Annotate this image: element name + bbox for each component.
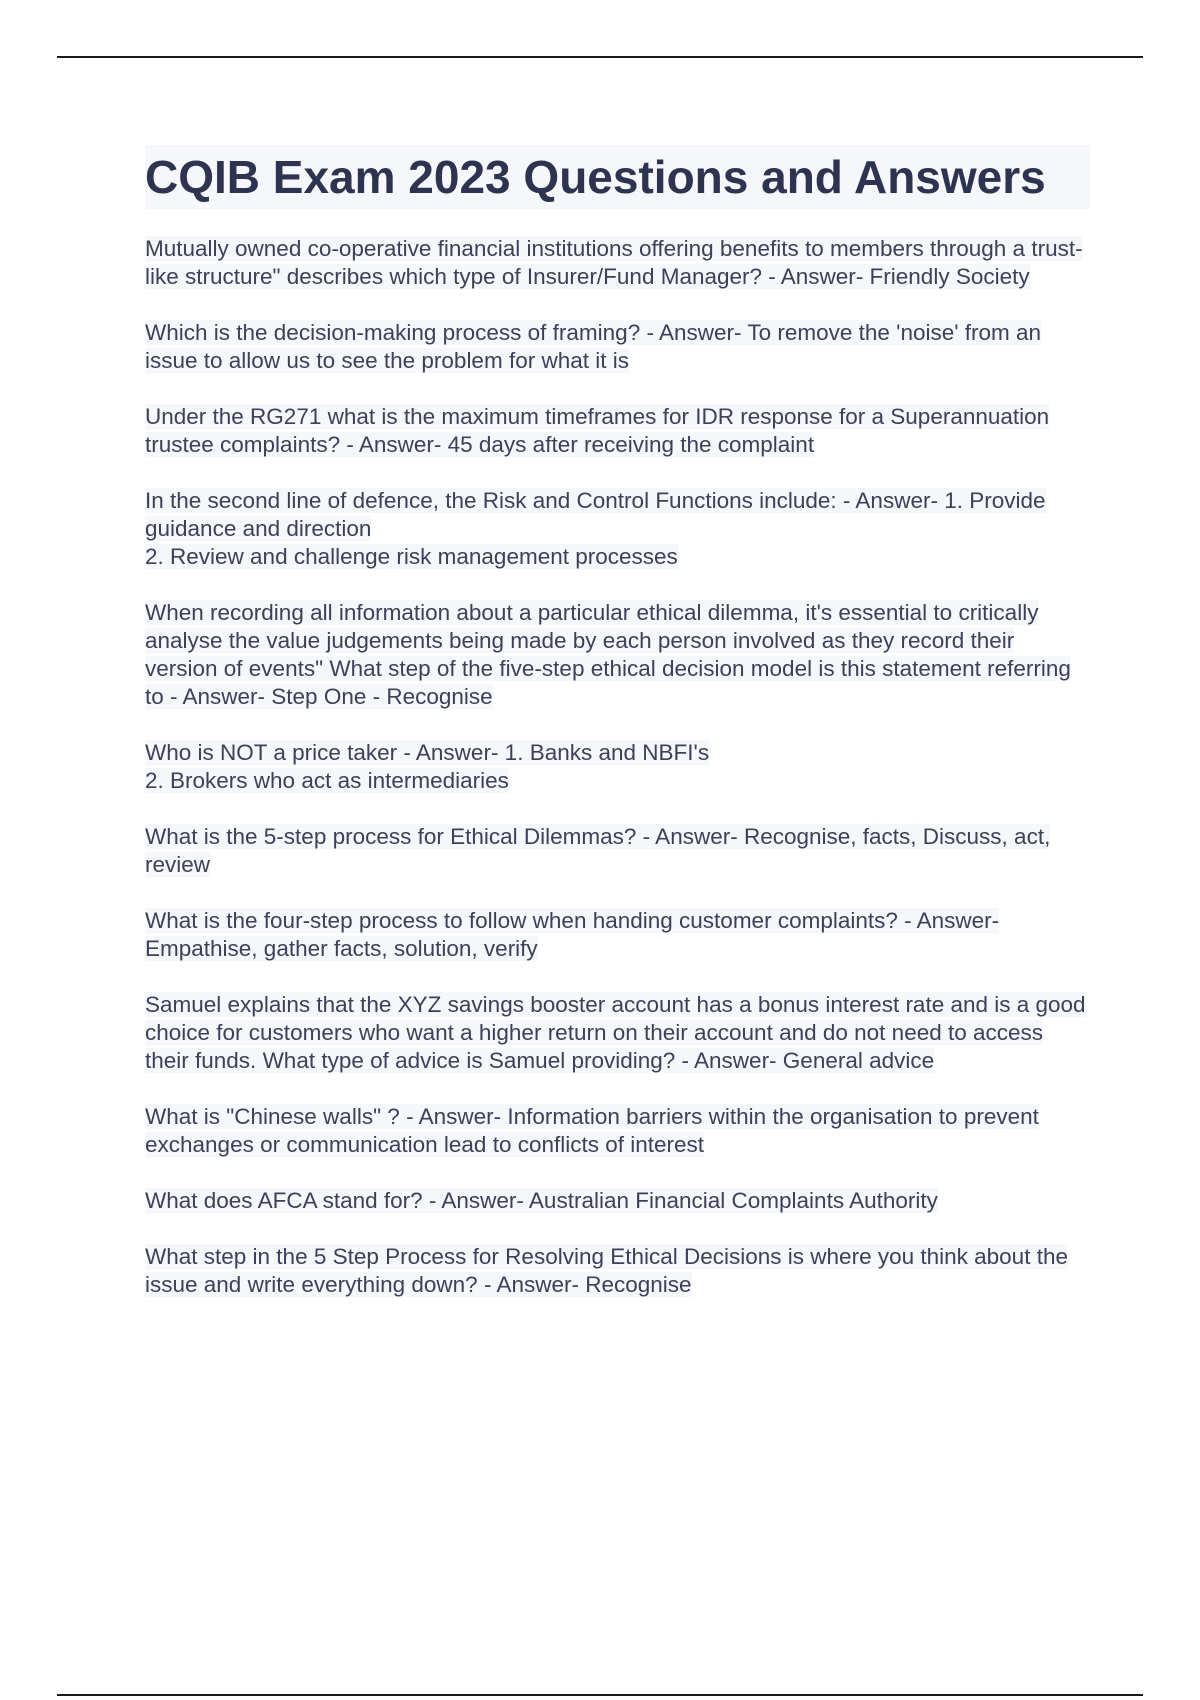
top-rule bbox=[57, 56, 1143, 58]
qa-item bbox=[145, 739, 1090, 795]
qa-item bbox=[145, 991, 1090, 1075]
qa-item bbox=[145, 319, 1090, 375]
qa-text: What is "Chinese walls" ? - Answer- Information barriers within the organisation to prevent exchanges or communication lead to conflicts of interest bbox=[145, 1104, 1039, 1157]
qa-text: Under the RG271 what is the maximum timeframes for IDR response for a Superannuation trustee complaints? - Answer- 45 days after receiving the complaint bbox=[145, 404, 1050, 457]
qa-text: Samuel explains that the XYZ savings booster account has a bonus interest rate and is a good choice for customers who want a higher return on their account and do not need to access their funds. What type of advice is Samuel providing? - Answer- General advice bbox=[145, 992, 1086, 1073]
qa-item bbox=[145, 235, 1090, 291]
qa-item bbox=[145, 823, 1090, 879]
bottom-rule bbox=[57, 1694, 1143, 1696]
document-title: CQIB Exam 2023 Questions and Answers bbox=[145, 145, 1090, 209]
qa-item bbox=[145, 599, 1090, 711]
document-body bbox=[145, 145, 1090, 1327]
qa-item bbox=[145, 403, 1090, 459]
qa-item bbox=[145, 907, 1090, 963]
qa-text: Which is the decision-making process of framing? - Answer- To remove the 'noise' from an issue to allow us to see the problem for what it is bbox=[145, 320, 1042, 373]
qa-text: What is the 5-step process for Ethical Dilemmas? - Answer- Recognise, facts, Discuss, act, review bbox=[145, 824, 1051, 877]
qa-text: In the second line of defence, the Risk and Control Functions include: - Answer- 1. Provide guidance and direction 2. Review and challenge risk management processes bbox=[145, 488, 1046, 569]
qa-text: What does AFCA stand for? - Answer- Australian Financial Complaints Authority bbox=[145, 1188, 938, 1213]
qa-text: Mutually owned co-operative financial institutions offering benefits to members through a trust-like structure" describes which type of Insurer/Fund Manager? - Answer- Friendly Society bbox=[145, 236, 1083, 289]
qa-text: What step in the 5 Step Process for Resolving Ethical Decisions is where you think about the issue and write everything down? - Answer- Recognise bbox=[145, 1244, 1068, 1297]
qa-item bbox=[145, 1103, 1090, 1159]
qa-text: When recording all information about a particular ethical dilemma, it's essential to critically analyse the value judgements being made by each person involved as they record their version of events" What step of the five-step ethical decision model is this statement referring to - Answer- Step One - Recognise bbox=[145, 600, 1071, 709]
qa-item bbox=[145, 1243, 1090, 1299]
qa-item bbox=[145, 1187, 1090, 1215]
qa-text: What is the four-step process to follow when handing customer complaints? - Answer- Empathise, gather facts, solution, verify bbox=[145, 908, 1000, 961]
qa-item bbox=[145, 487, 1090, 571]
qa-text: Who is NOT a price taker - Answer- 1. Banks and NBFI's 2. Brokers who act as intermediaries bbox=[145, 740, 710, 793]
